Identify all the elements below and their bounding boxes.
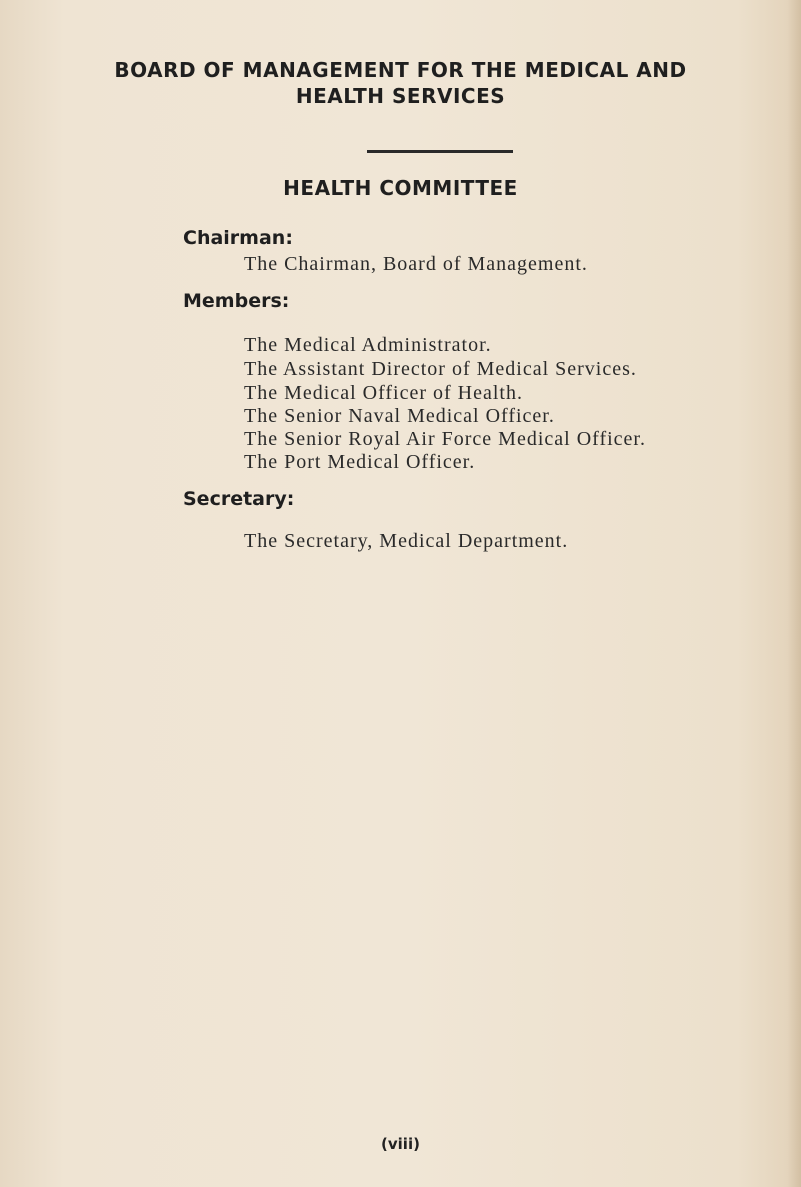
member-entry: The Medical Officer of Health. — [244, 382, 523, 404]
members-label: Members: — [183, 290, 290, 312]
member-entry: The Senior Naval Medical Officer. — [244, 405, 555, 427]
member-entry: The Senior Royal Air Force Medical Officer. — [244, 428, 646, 450]
member-entry: The Assistant Director of Medical Services. — [244, 358, 637, 380]
secretary-entry: The Secretary, Medical Department. — [244, 530, 569, 552]
committee-title: HEALTH COMMITTEE — [283, 176, 518, 200]
chairman-label: Chairman: — [183, 227, 293, 249]
secretary-label: Secretary: — [183, 488, 295, 510]
page-number: (viii) — [381, 1135, 420, 1153]
document-title-line-2: HEALTH SERVICES — [295, 84, 506, 108]
section-divider — [367, 150, 513, 153]
chairman-entry: The Chairman, Board of Management. — [244, 253, 588, 275]
member-entry: The Medical Administrator. — [244, 334, 492, 356]
member-entry: The Port Medical Officer. — [244, 451, 476, 473]
document-title-line-1: BOARD OF MANAGEMENT FOR THE MEDICAL AND — [114, 58, 687, 82]
